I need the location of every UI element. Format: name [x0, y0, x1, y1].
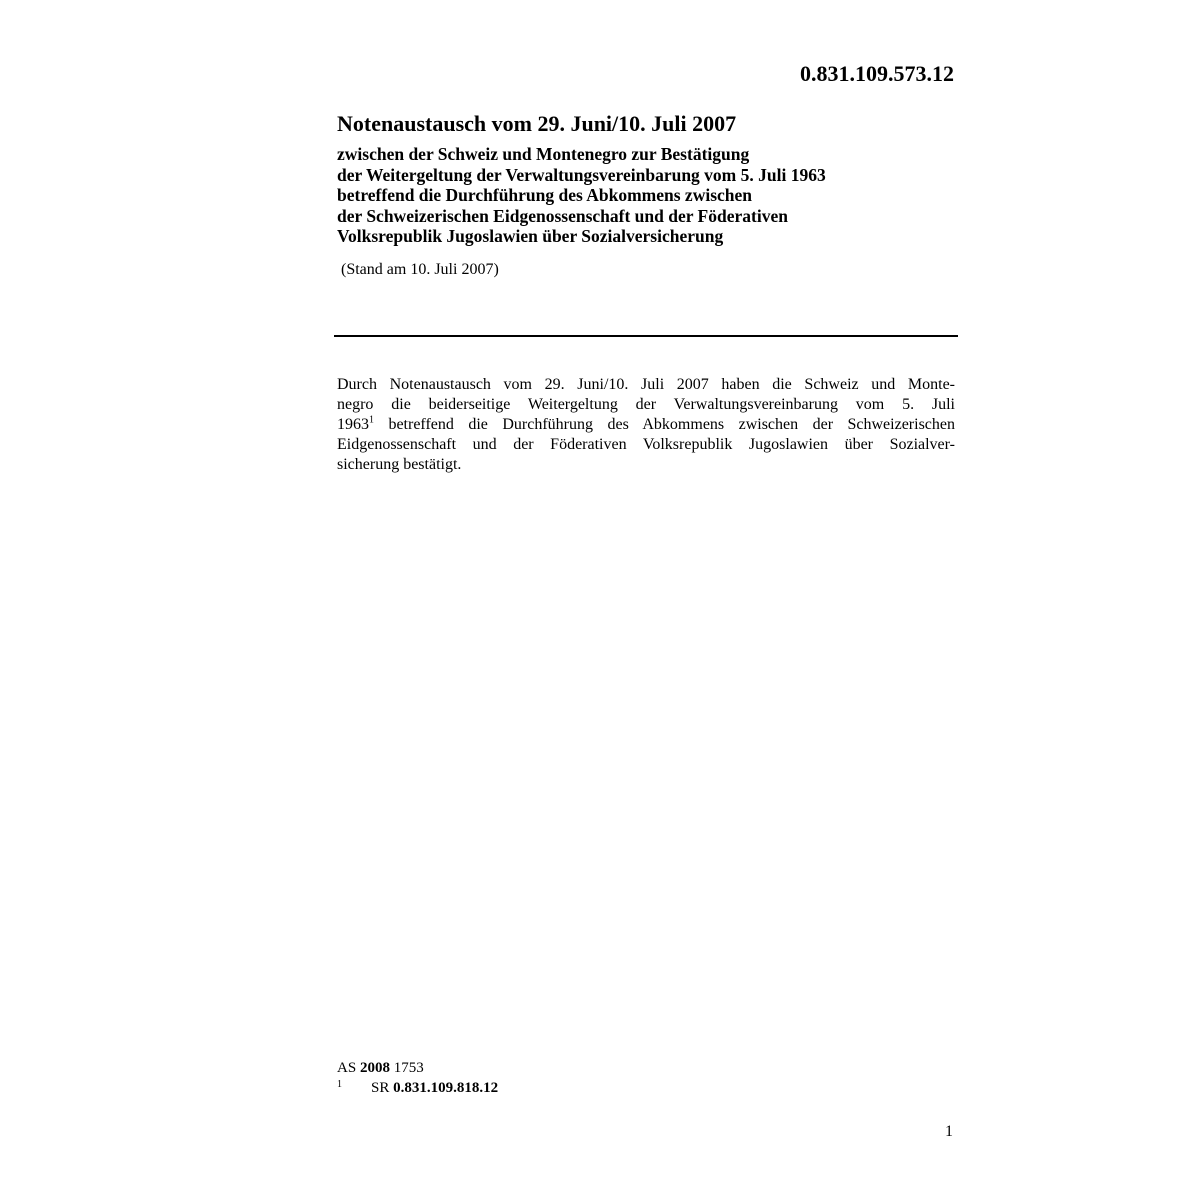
subtitle-line: der Weitergeltung der Verwaltungsvereinbarung vom 5. Juli 1963	[337, 164, 826, 185]
footnote-prefix: SR	[371, 1080, 394, 1096]
sr-number: 0.831.109.573.12	[800, 61, 954, 86]
as-year: 2008	[359, 1060, 390, 1076]
body-line	[337, 415, 955, 435]
body-line: sicherung bestätigt.	[337, 456, 462, 473]
footnote-marker: 1	[337, 1079, 342, 1090]
document-subtitle	[337, 144, 957, 247]
body-text-segment: 1963	[337, 416, 369, 433]
status-date: (Stand am 10. Juli 2007)	[341, 261, 499, 278]
subtitle-line: Volksrepublik Jugoslawien über Sozialversicherung	[337, 226, 724, 247]
body-line: Eidgenossenschaft und der Föderativen Volksrepublik Jugoslawien über Sozialver-	[337, 436, 955, 453]
subtitle-line: der Schweizerischen Eidgenossenschaft und der Föderativen	[337, 205, 788, 226]
subtitle-line: betreffend die Durchführung des Abkommens zwischen	[337, 185, 753, 206]
footnote	[337, 1078, 498, 1098]
body-text-segment: betreffend die Durchführung des Abkommens zwischen der Schweizerischen	[374, 416, 955, 433]
body-line: negro die beiderseitige Weitergeltung der Verwaltungsvereinbarung vom 5. Juli	[337, 396, 955, 413]
page-number: 1	[945, 1123, 953, 1140]
footnote-reference[interactable]: 1	[369, 415, 374, 426]
document-title: Notenaustausch vom 29. Juni/10. Juli 2007	[337, 111, 737, 136]
as-prefix: AS	[337, 1060, 360, 1076]
footer-notes	[337, 1058, 498, 1098]
footnote-sr-link[interactable]: 0.831.109.818.12	[393, 1080, 499, 1096]
horizontal-rule	[334, 335, 958, 337]
subtitle-line: zwischen der Schweiz und Montenegro zur Bestätigung	[337, 144, 750, 164]
official-collection-reference	[337, 1058, 498, 1078]
as-page: 1753	[389, 1060, 424, 1076]
body-line: Durch Notenaustausch vom 29. Juni/10. Juli 2007 haben die Schweiz und Monte-	[337, 376, 955, 393]
body-paragraph	[337, 375, 955, 475]
